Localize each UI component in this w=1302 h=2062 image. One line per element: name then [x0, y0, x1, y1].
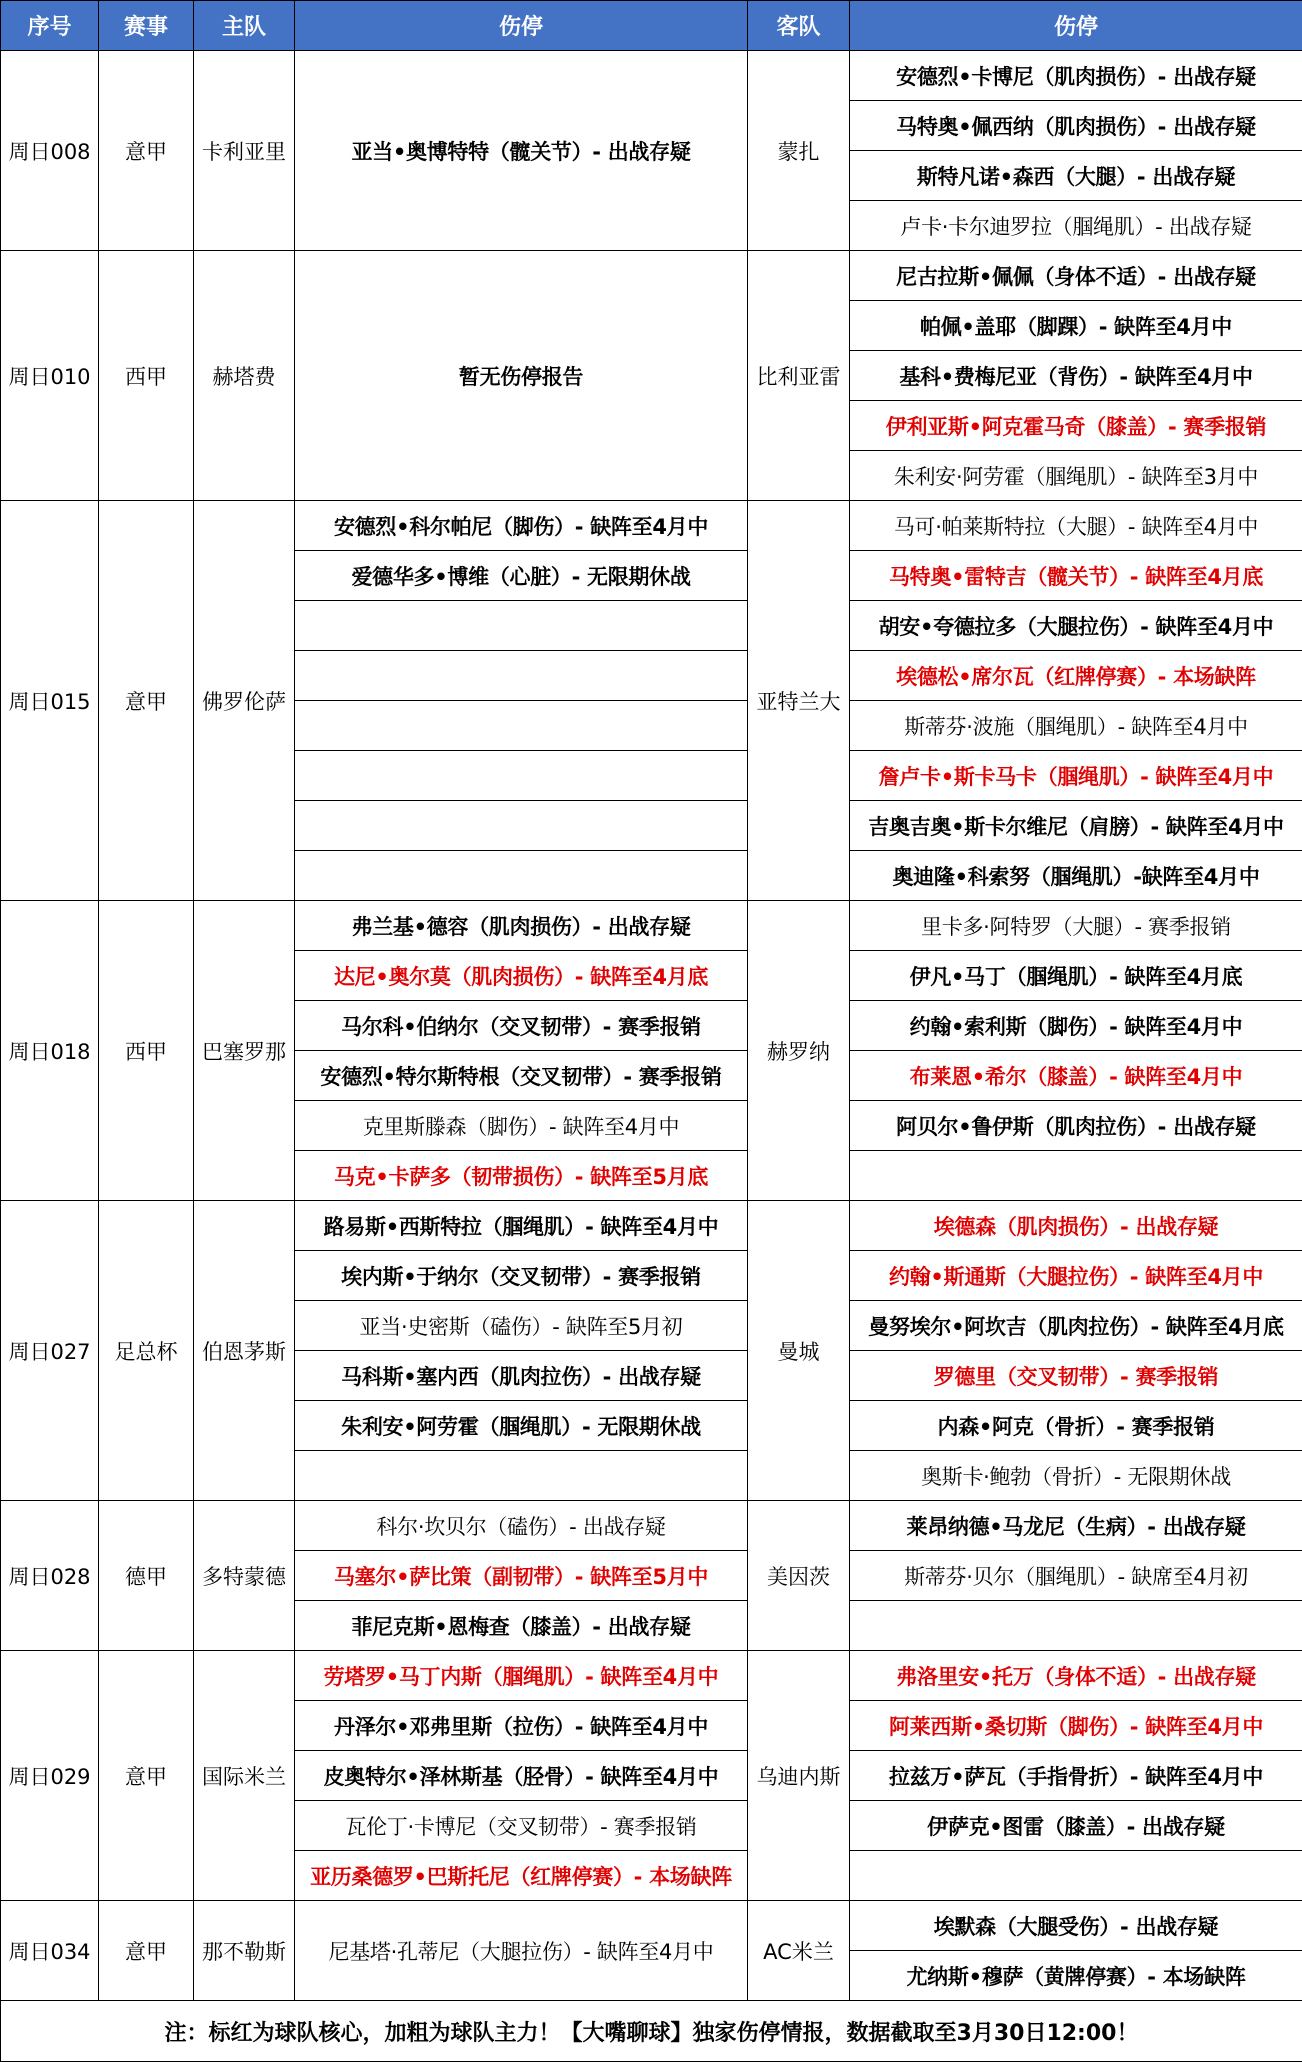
away-injury: [850, 1601, 1302, 1651]
match-id: 周日015: [1, 501, 99, 901]
home-injury: [295, 1451, 748, 1501]
table-row: [1, 1901, 1302, 1951]
header-cell: 伤停: [295, 1, 748, 51]
header-cell: 客队: [748, 1, 850, 51]
away-injury: 阿莱西斯•桑切斯（脚伤）- 缺阵至4月中: [850, 1701, 1302, 1751]
away-team: 蒙扎: [748, 51, 850, 251]
home-injury: 亚当•奥博特特（髋关节）- 出战存疑: [295, 51, 748, 251]
home-injury: 弗兰基•德容（肌肉损伤）- 出战存疑: [295, 901, 748, 951]
away-injury: 埃默森（大腿受伤）- 出战存疑: [850, 1901, 1302, 1951]
home-team: 那不勒斯: [194, 1901, 295, 2001]
home-injury: 皮奥特尔•泽林斯基（胫骨）- 缺阵至4月中: [295, 1751, 748, 1801]
away-injury: 伊萨克•图雷（膝盖）- 出战存疑: [850, 1801, 1302, 1851]
league: 意甲: [99, 1901, 194, 2001]
away-injury: 卢卡·卡尔迪罗拉（腘绳肌）- 出战存疑: [850, 201, 1302, 251]
home-injury: 路易斯•西斯特拉（腘绳肌）- 缺阵至4月中: [295, 1201, 748, 1251]
home-injury: [295, 801, 748, 851]
league: 意甲: [99, 1651, 194, 1901]
league: 德甲: [99, 1501, 194, 1651]
league: 西甲: [99, 251, 194, 501]
home-injury: 安德烈•科尔帕尼（脚伤）- 缺阵至4月中: [295, 501, 748, 551]
home-injury: [295, 701, 748, 751]
match-id: 周日027: [1, 1201, 99, 1501]
away-team: 曼城: [748, 1201, 850, 1501]
away-injury: 埃德松•席尔瓦（红牌停赛）- 本场缺阵: [850, 651, 1302, 701]
match-id: 周日034: [1, 1901, 99, 2001]
away-injury: 布莱恩•希尔（膝盖）- 缺阵至4月中: [850, 1051, 1302, 1101]
home-injury: 劳塔罗•马丁内斯（腘绳肌）- 缺阵至4月中: [295, 1651, 748, 1701]
away-injury: 帕佩•盖耶（脚踝）- 缺阵至4月中: [850, 301, 1302, 351]
away-injury: 里卡多·阿特罗（大腿）- 赛季报销: [850, 901, 1302, 951]
away-team: 比利亚雷: [748, 251, 850, 501]
away-team: 亚特兰大: [748, 501, 850, 901]
home-injury: [295, 851, 748, 901]
header-cell: 序号: [1, 1, 99, 51]
table-row: [1, 251, 1302, 301]
home-injury: 亚历桑德罗•巴斯托尼（红牌停赛）- 本场缺阵: [295, 1851, 748, 1901]
match-id: 周日018: [1, 901, 99, 1201]
header-row: [1, 1, 1302, 51]
away-injury: 曼努埃尔•阿坎吉（肌肉拉伤）- 缺阵至4月底: [850, 1301, 1302, 1351]
match-id: 周日029: [1, 1651, 99, 1901]
away-injury: 伊凡•马丁（腘绳肌）- 缺阵至4月底: [850, 951, 1302, 1001]
header-cell: 伤停: [850, 1, 1302, 51]
home-injury: 达尼•奥尔莫（肌肉损伤）- 缺阵至4月底: [295, 951, 748, 1001]
away-injury: 马特奥•雷特吉（髋关节）- 缺阵至4月底: [850, 551, 1302, 601]
league: 西甲: [99, 901, 194, 1201]
away-injury: 内森•阿克（骨折）- 赛季报销: [850, 1401, 1302, 1451]
away-injury: [850, 1151, 1302, 1201]
away-injury: 斯特凡诺•森西（大腿）- 出战存疑: [850, 151, 1302, 201]
table-row: [1, 501, 1302, 551]
away-injury: 伊利亚斯•阿克霍马奇（膝盖）- 赛季报销: [850, 401, 1302, 451]
table-row: [1, 1201, 1302, 1251]
table-body: [1, 51, 1302, 2001]
home-team: 多特蒙德: [194, 1501, 295, 1651]
home-injury: 爱德华多•博维（心脏）- 无限期休战: [295, 551, 748, 601]
home-injury: 丹泽尔•邓弗里斯（拉伤）- 缺阵至4月中: [295, 1701, 748, 1751]
home-injury: 马尔科•伯纳尔（交叉韧带）- 赛季报销: [295, 1001, 748, 1051]
home-injury: [295, 601, 748, 651]
home-injury: 暂无伤停报告: [295, 251, 748, 501]
away-injury: 莱昂纳德•马龙尼（生病）- 出战存疑: [850, 1501, 1302, 1551]
league: 意甲: [99, 501, 194, 901]
home-team: 巴塞罗那: [194, 901, 295, 1201]
away-injury: [850, 1851, 1302, 1901]
footer-row: [1, 2001, 1302, 2062]
home-injury: 科尔·坎贝尔（磕伤）- 出战存疑: [295, 1501, 748, 1551]
away-injury: 奥斯卡·鲍勃（骨折）- 无限期休战: [850, 1451, 1302, 1501]
home-injury: 克里斯滕森（脚伤）- 缺阵至4月中: [295, 1101, 748, 1151]
away-injury: 詹卢卡•斯卡马卡（腘绳肌）- 缺阵至4月中: [850, 751, 1302, 801]
home-team: 伯恩茅斯: [194, 1201, 295, 1501]
footer-note: 注：标红为球队核心，加粗为球队主力！【大嘴聊球】独家伤停情报，数据截取至3月30日12:00！: [1, 2001, 1302, 2062]
away-injury: 安德烈•卡博尼（肌肉损伤）- 出战存疑: [850, 51, 1302, 101]
away-injury: 尤纳斯•穆萨（黄牌停赛）- 本场缺阵: [850, 1951, 1302, 2001]
home-injury: 菲尼克斯•恩梅查（膝盖）- 出战存疑: [295, 1601, 748, 1651]
table-row: [1, 51, 1302, 101]
header-cell: 赛事: [99, 1, 194, 51]
match-id: 周日010: [1, 251, 99, 501]
home-injury: 朱利安•阿劳霍（腘绳肌）- 无限期休战: [295, 1401, 748, 1451]
away-injury: 马特奥•佩西纳（肌肉损伤）- 出战存疑: [850, 101, 1302, 151]
home-injury: 马塞尔•萨比策（副韧带）- 缺阵至5月中: [295, 1551, 748, 1601]
away-injury: 弗洛里安•托万（身体不适）- 出战存疑: [850, 1651, 1302, 1701]
header-cell: 主队: [194, 1, 295, 51]
home-team: 国际米兰: [194, 1651, 295, 1901]
away-injury: 约翰•索利斯（脚伤）- 缺阵至4月中: [850, 1001, 1302, 1051]
league: 意甲: [99, 51, 194, 251]
home-injury: 马科斯•塞内西（肌肉拉伤）- 出战存疑: [295, 1351, 748, 1401]
home-injury: 瓦伦丁·卡博尼（交叉韧带）- 赛季报销: [295, 1801, 748, 1851]
away-injury: 基科•费梅尼亚（背伤）- 缺阵至4月中: [850, 351, 1302, 401]
away-injury: 胡安•夸德拉多（大腿拉伤）- 缺阵至4月中: [850, 601, 1302, 651]
away-injury: 尼古拉斯•佩佩（身体不适）- 出战存疑: [850, 251, 1302, 301]
away-injury: 吉奥吉奥•斯卡尔维尼（肩膀）- 缺阵至4月中: [850, 801, 1302, 851]
home-injury: [295, 651, 748, 701]
away-team: 美因茨: [748, 1501, 850, 1651]
away-injury: 约翰•斯通斯（大腿拉伤）- 缺阵至4月中: [850, 1251, 1302, 1301]
table-row: [1, 1501, 1302, 1551]
home-injury: 埃内斯•于纳尔（交叉韧带）- 赛季报销: [295, 1251, 748, 1301]
home-team: 佛罗伦萨: [194, 501, 295, 901]
match-id: 周日008: [1, 51, 99, 251]
away-injury: 奥迪隆•科索努（腘绳肌）-缺阵至4月中: [850, 851, 1302, 901]
away-injury: 埃德森（肌肉损伤）- 出战存疑: [850, 1201, 1302, 1251]
away-team: 赫罗纳: [748, 901, 850, 1201]
away-injury: 斯蒂芬·贝尔（腘绳肌）- 缺席至4月初: [850, 1551, 1302, 1601]
home-injury: [295, 751, 748, 801]
away-team: AC米兰: [748, 1901, 850, 2001]
match-id: 周日028: [1, 1501, 99, 1651]
away-injury: 阿贝尔•鲁伊斯（肌肉拉伤）- 出战存疑: [850, 1101, 1302, 1151]
home-team: 赫塔费: [194, 251, 295, 501]
home-injury: 亚当·史密斯（磕伤）- 缺阵至5月初: [295, 1301, 748, 1351]
home-injury: 马克•卡萨多（韧带损伤）- 缺阵至5月底: [295, 1151, 748, 1201]
away-injury: 马可·帕莱斯特拉（大腿）- 缺阵至4月中: [850, 501, 1302, 551]
table-row: [1, 901, 1302, 951]
away-injury: 朱利安·阿劳霍（腘绳肌）- 缺阵至3月中: [850, 451, 1302, 501]
away-injury: 斯蒂芬·波施（腘绳肌）- 缺阵至4月中: [850, 701, 1302, 751]
away-team: 乌迪内斯: [748, 1651, 850, 1901]
league: 足总杯: [99, 1201, 194, 1501]
away-injury: 罗德里（交叉韧带）- 赛季报销: [850, 1351, 1302, 1401]
table-row: [1, 1651, 1302, 1701]
away-injury: 拉兹万•萨瓦（手指骨折）- 缺阵至4月中: [850, 1751, 1302, 1801]
home-injury: 尼基塔·孔蒂尼（大腿拉伤）- 缺阵至4月中: [295, 1901, 748, 2001]
home-injury: 安德烈•特尔斯特根（交叉韧带）- 赛季报销: [295, 1051, 748, 1101]
home-team: 卡利亚里: [194, 51, 295, 251]
